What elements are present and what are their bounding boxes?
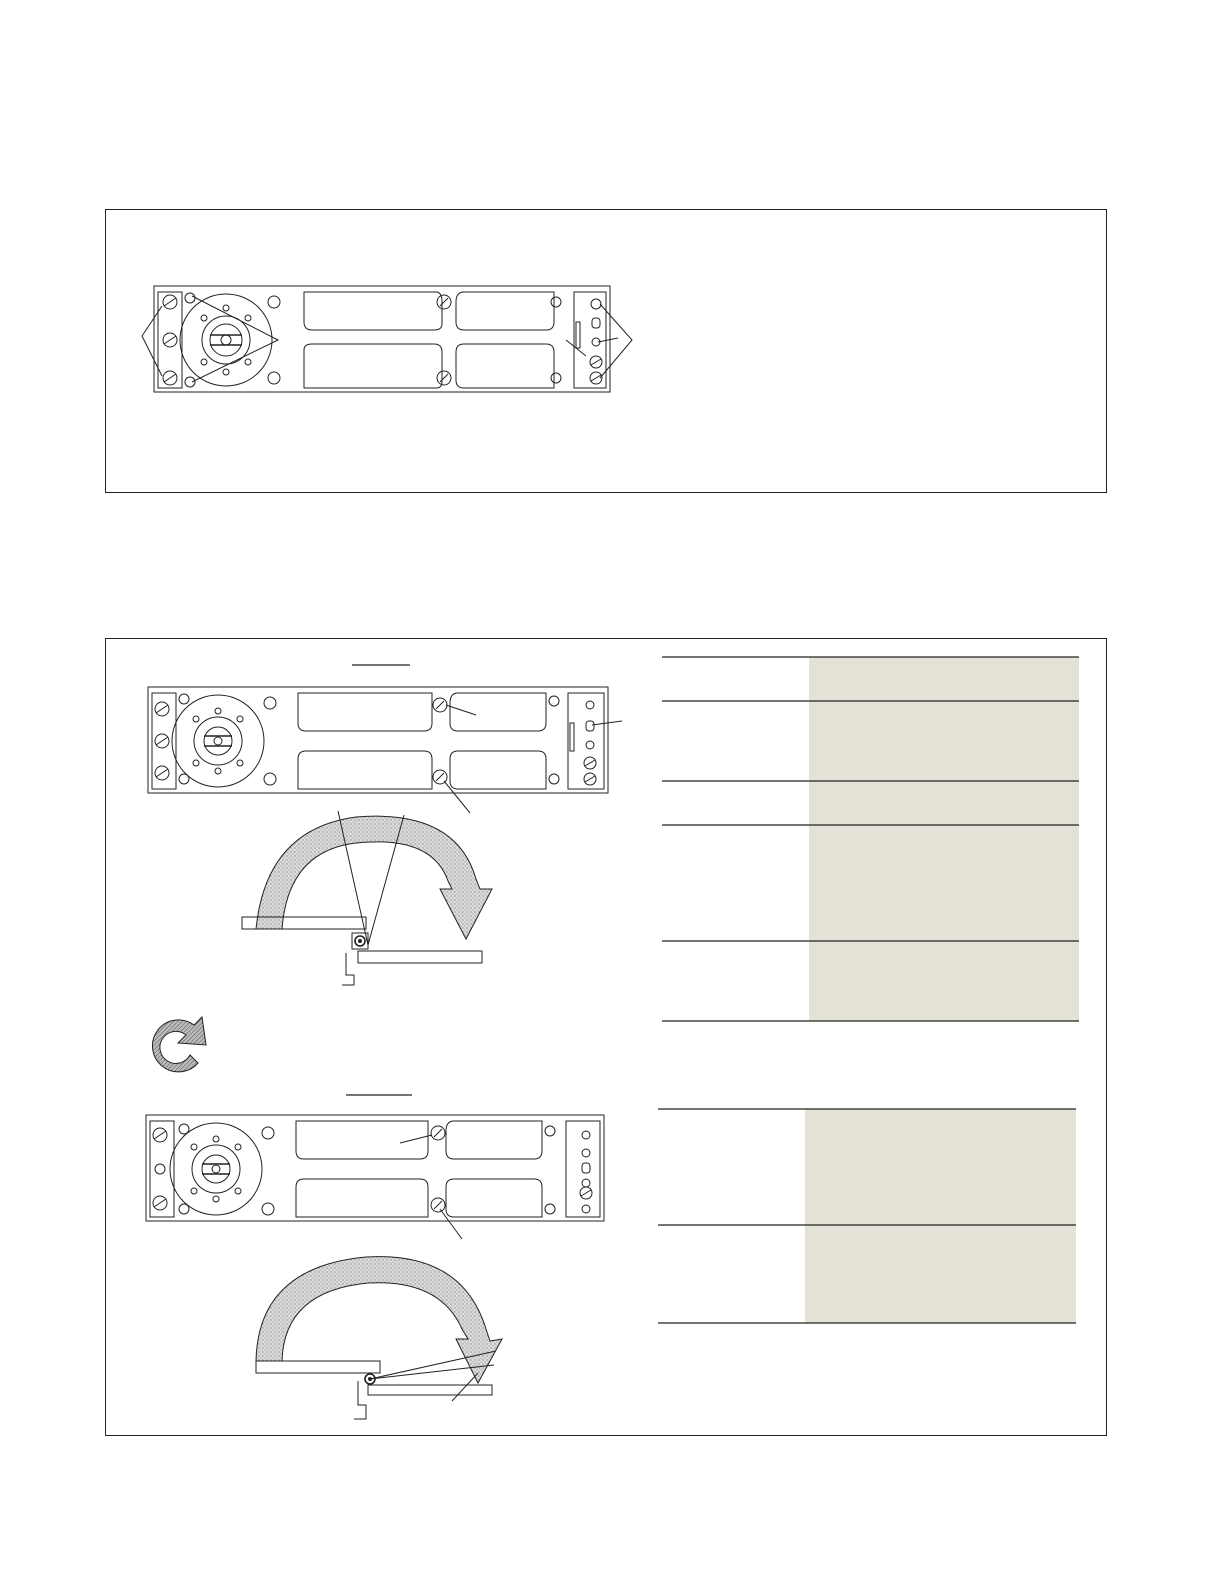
upper-door-swing-diagram	[242, 811, 492, 985]
top-panel	[105, 209, 1107, 493]
clockwise-rotate-arrow-icon	[152, 1017, 206, 1072]
swing-arrow	[256, 816, 492, 939]
door-open-position	[256, 1361, 380, 1373]
closer-body-outline	[154, 286, 610, 392]
table-lower	[658, 1109, 1076, 1323]
spindle-housing	[180, 294, 272, 386]
bottom-panel-drawing	[106, 639, 1108, 1437]
leader-line	[192, 296, 278, 382]
top-closer-diagram	[106, 210, 1108, 494]
lower-closer-top-view	[146, 1115, 604, 1239]
table-upper	[662, 657, 1079, 1021]
door-closed-position	[368, 1385, 492, 1395]
upper-closer-top-view	[148, 687, 622, 813]
bottom-panel	[105, 638, 1107, 1436]
leader-line	[142, 306, 162, 376]
door-closed-position	[358, 951, 482, 963]
lower-door-swing-diagram	[256, 1257, 502, 1419]
swing-arrow	[256, 1257, 502, 1383]
